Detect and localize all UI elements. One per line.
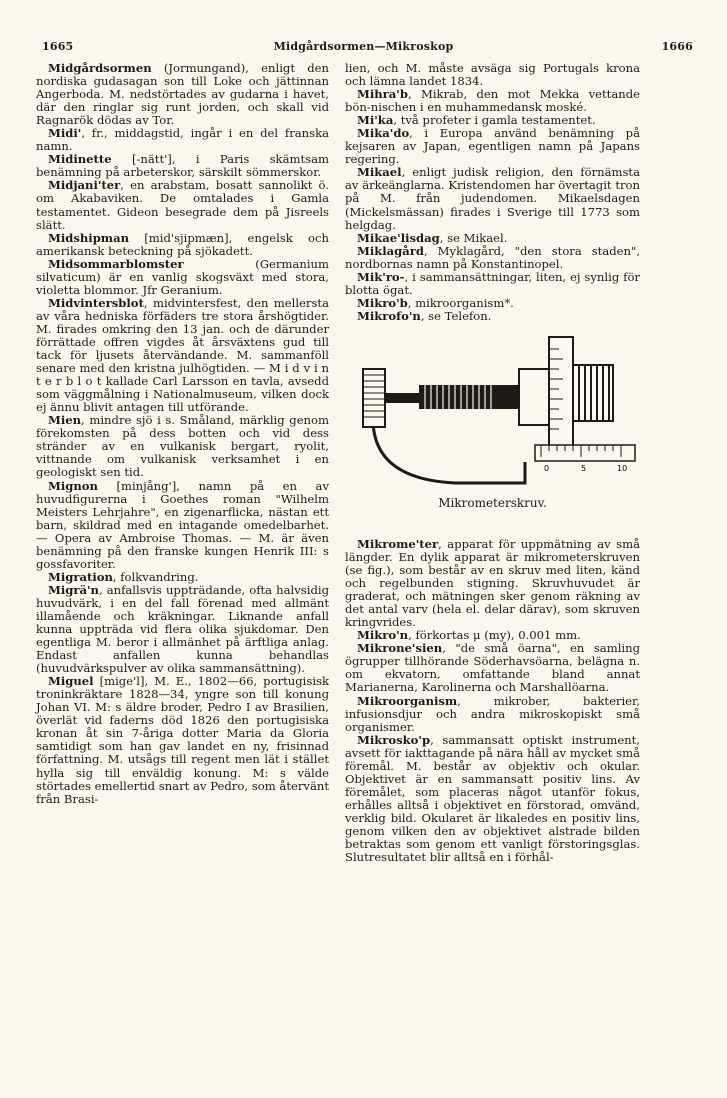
micrometer-figure [345,327,640,532]
dictionary-entry [36,179,329,231]
entry-headword: Mikrone'sien [357,641,443,656]
entry-headword: Midinette [48,152,112,167]
entry-headword: Midgårdsormen [48,61,152,75]
entry-text: , enligt judisk religion, den förnämsta av ärkeänglarna. Kristendomen har övertagit tron på M. från judendomen. Mikaelsdagen (Mickelsmässan) firades i Sverige till 1773 som helgdag. [345,165,640,232]
entry-text: , mikroorganism*. [407,295,514,310]
dictionary-entry [345,62,640,88]
dictionary-entry [345,245,640,271]
entry-headword: Mikroorganism [357,693,458,708]
entry-headword: Mignon [48,478,98,493]
entry-text: [mige'l], M. E., 1802—66, portugisisk troninkräktare 1828—34, yngre son till konung Johan VI. M: s äldre broder, Pedro I av Brasilien, överlät vid faderns död 1826 den portugisiska kronan åt sin 7-åriga dotter Maria da Gloria samtidigt som han gav landet en ny, frisinnad författning. M. utsågs till regent men lät i stället hylla sig till enväldig konung. M: s välde störtades emellertid snart av Pedro, som återvänt från Brasi- [36,674,329,806]
entry-headword: Mikae'lisdag [357,230,440,245]
dictionary-entry [345,127,640,166]
scale-label-0: 0 [544,463,550,473]
entry-text: [-nätt'], i Paris skämtsam benämning på arbeterskor, särskilt sömmerskor. [36,152,329,180]
dictionary-entry [345,166,640,231]
right-column-top [345,62,640,323]
entry-text: , två profeter i gamla testamentet. [393,113,596,128]
dictionary-entry [345,734,640,864]
entry-headword: Midshipman [48,230,130,245]
entry-headword: Mikro'n [357,628,409,643]
anvil [363,369,385,427]
entry-text: , mikrober, bakterier, infusionsdjur och andra mikroskopiskt små organismer. [345,693,640,734]
entry-headword: Mihra'b [357,87,408,102]
figure-caption: Mikrometerskruv. [438,495,547,510]
left-column [36,62,329,806]
entry-text: , mindre sjö i s. Småland, märklig genom förekomsten på dess botten och vid dess stränder av en vulkanisk bergart, ryolit, vittnande om vulkanisk verksamhet i en geologiskt sen tid. [36,413,329,480]
entry-text: , Mikrab, den mot Mekka vettande bön-nischen i en muhammedansk moské. [345,87,640,115]
entry-text: [mid'sjipmæn], engelsk och amerikansk beteckning på sjökadett. [36,230,329,258]
entry-text: , i Europa använd benämning på kejsaren av Japan, egentligen namn på Japans regering. [345,126,640,167]
entry-headword: Mik'ro- [357,269,405,284]
entry-text: , "de små öarna", en samling ögrupper tillhörande Söderhavsöarna, belägna n. om ekvatorn, omfattande bland annat Marianerna, Karolinerna och Marshallöarna. [345,641,640,695]
entry-headword: Miguel [48,674,94,689]
entry-text: , i sammansättningar, liten, ej synlig för blotta ögat. [345,269,640,297]
dictionary-entry [345,88,640,114]
entry-text: , anfallsvis uppträdande, ofta halvsidig huvudvärk, i en del fall förenad med allmänt illamående och kräkningar. Liknande anfall kunna uppträda vid flera olika sjukdomar. Den egentliga M. beror i allmänhet på ärftliga anlag. Endast anfallen kunna behandlas (huvudvärkspulver av olika sammansättning). [36,582,329,676]
spindle [385,393,421,403]
entry-text: , folkvandring. [112,569,199,584]
entry-text: , apparat för uppmätning av små längder. En dylik apparat är mikrometerskruven (se fig.), som består av en skruv med liten, känd och regelbunden stigning. Skruvhuvudet är graderat, och mätningen sker genom räkning av det antal varv (hela el. delar därav), som skruven kringvrides. [345,536,640,630]
entry-headword: Migrä'n [48,582,99,597]
entry-text: , se Mikael. [439,230,508,245]
dictionary-entry [36,414,329,479]
page-number-right: 1666 [661,40,693,53]
entry-headword: Migration [48,569,113,584]
entry-text: , Myklagård, "den stora staden", nordbornas namn på Konstantinopel. [345,243,640,271]
right-column [345,62,640,864]
entry-headword: Mi'ka [357,113,394,128]
entry-headword: Midjani'ter [48,178,121,193]
running-title: Midgårdsormen—Mikroskop [273,40,454,53]
entry-text: lien, och M. måste avsäga sig Portugals krona och lämna landet 1834. [345,61,640,89]
dictionary-entry [345,642,640,694]
entry-headword: Mikrofo'n [357,308,421,323]
scale-label-10: 10 [617,463,628,473]
entry-text: , sammansatt optiskt instrument, avsett för iakttagande på nära håll av mycket små föremål. M. består av objektiv och okular. Objektivet är en sammansatt positiv lins. Av föremålet, som placeras något utanför fokus, erhålles alltså i objektivet en förstorad, omvänd, verklig bild. Okularet är likaledes en positiv lins, genom vilken den av objektivet alstrade bilden betraktas som genom ett vanligt förstoringsglas. Slutresultatet blir alltså en i förhål- [345,732,640,865]
entry-text: , midvintersfest, den mellersta av våra hedniska förfäders tre stora årshögtider. M. firades omkring den 13 jan. och de därunder förrättade offren vigdes åt årsväxtens gud till tack för ljusets återvändande. M. sammanföll senare med den kristna julhögtiden. — M i d v i n t e r b l o t kallade Carl Larsson en tavla, avsedd som väggmålning i Nationalmuseum, vilken dock ej ännu blivit antagen till utförande. [36,295,329,415]
entry-text: (Germanium silvaticum) är en vanlig skogsväxt med stora, violetta blommor. Jfr Geranium. [36,256,329,297]
micrometer-screw-illustration [345,327,640,497]
dictionary-entry [36,584,329,675]
dictionary-entry [345,695,640,734]
dictionary-entry [36,153,329,179]
dictionary-entry [36,127,329,153]
dictionary-entry [36,480,329,571]
entry-headword: Miklagård [357,243,425,258]
entry-headword: Midi' [48,126,82,141]
entry-text: (Jormungand), enligt den nordiska gudasagan son till Loke och jättinnan Angerboda. M. nedstörtades av gudarna i havet, där den ringlar sig runt jorden, och skall vid Ragnarök dödas av Tor. [36,61,329,128]
dictionary-entry [345,310,640,323]
scale-label-5: 5 [581,463,587,473]
dictionary-entry [36,297,329,414]
entry-headword: Midsommarblomster [48,256,184,271]
horizontal-scale [535,445,635,461]
entry-headword: Mien [48,413,82,428]
entry-headword: Midvintersblot [48,295,144,310]
dictionary-entry [345,271,640,297]
right-column-bottom [345,538,640,864]
dictionary-entry [36,258,329,297]
dictionary-entry [36,232,329,258]
entry-headword: Mika'do [357,126,410,141]
entry-text: , förkortas μ (my), 0.001 mm. [408,628,581,643]
entry-text: [minjång'], namn på en av huvudfigurerna i Goethes roman "Wilhelm Meisters Lehrjahre", en zigenarflicka, nästan ett barn, skildrad med en intagande omedelbarhet. — Opera av Ambroise Thomas. — M. är även benämning på den franske kungen Henrik III: s gossfavoriter. [36,478,329,571]
dictionary-entry [345,538,640,629]
entry-headword: Mikrome'ter [357,536,439,551]
entry-headword: Mikael [357,165,402,180]
frame-head [519,369,549,425]
vertical-scale [549,337,573,447]
entry-headword: Mikrosko'p [357,732,431,747]
sleeve [419,385,519,409]
page-number-left: 1665 [42,40,74,53]
entry-text: , se Telefon. [420,308,492,323]
dictionary-entry [36,62,329,127]
entry-text: , en arabstam, bosatt sannolikt ö. om Akabaviken. De omtalades i Gamla testamentet. Gideon besegrade dem på Jisreels slätt. [36,178,329,232]
entry-headword: Mikro'b [357,295,408,310]
entry-text: , fr., middagstid, ingår i en del franska namn. [36,126,329,154]
dictionary-entry [36,675,329,805]
